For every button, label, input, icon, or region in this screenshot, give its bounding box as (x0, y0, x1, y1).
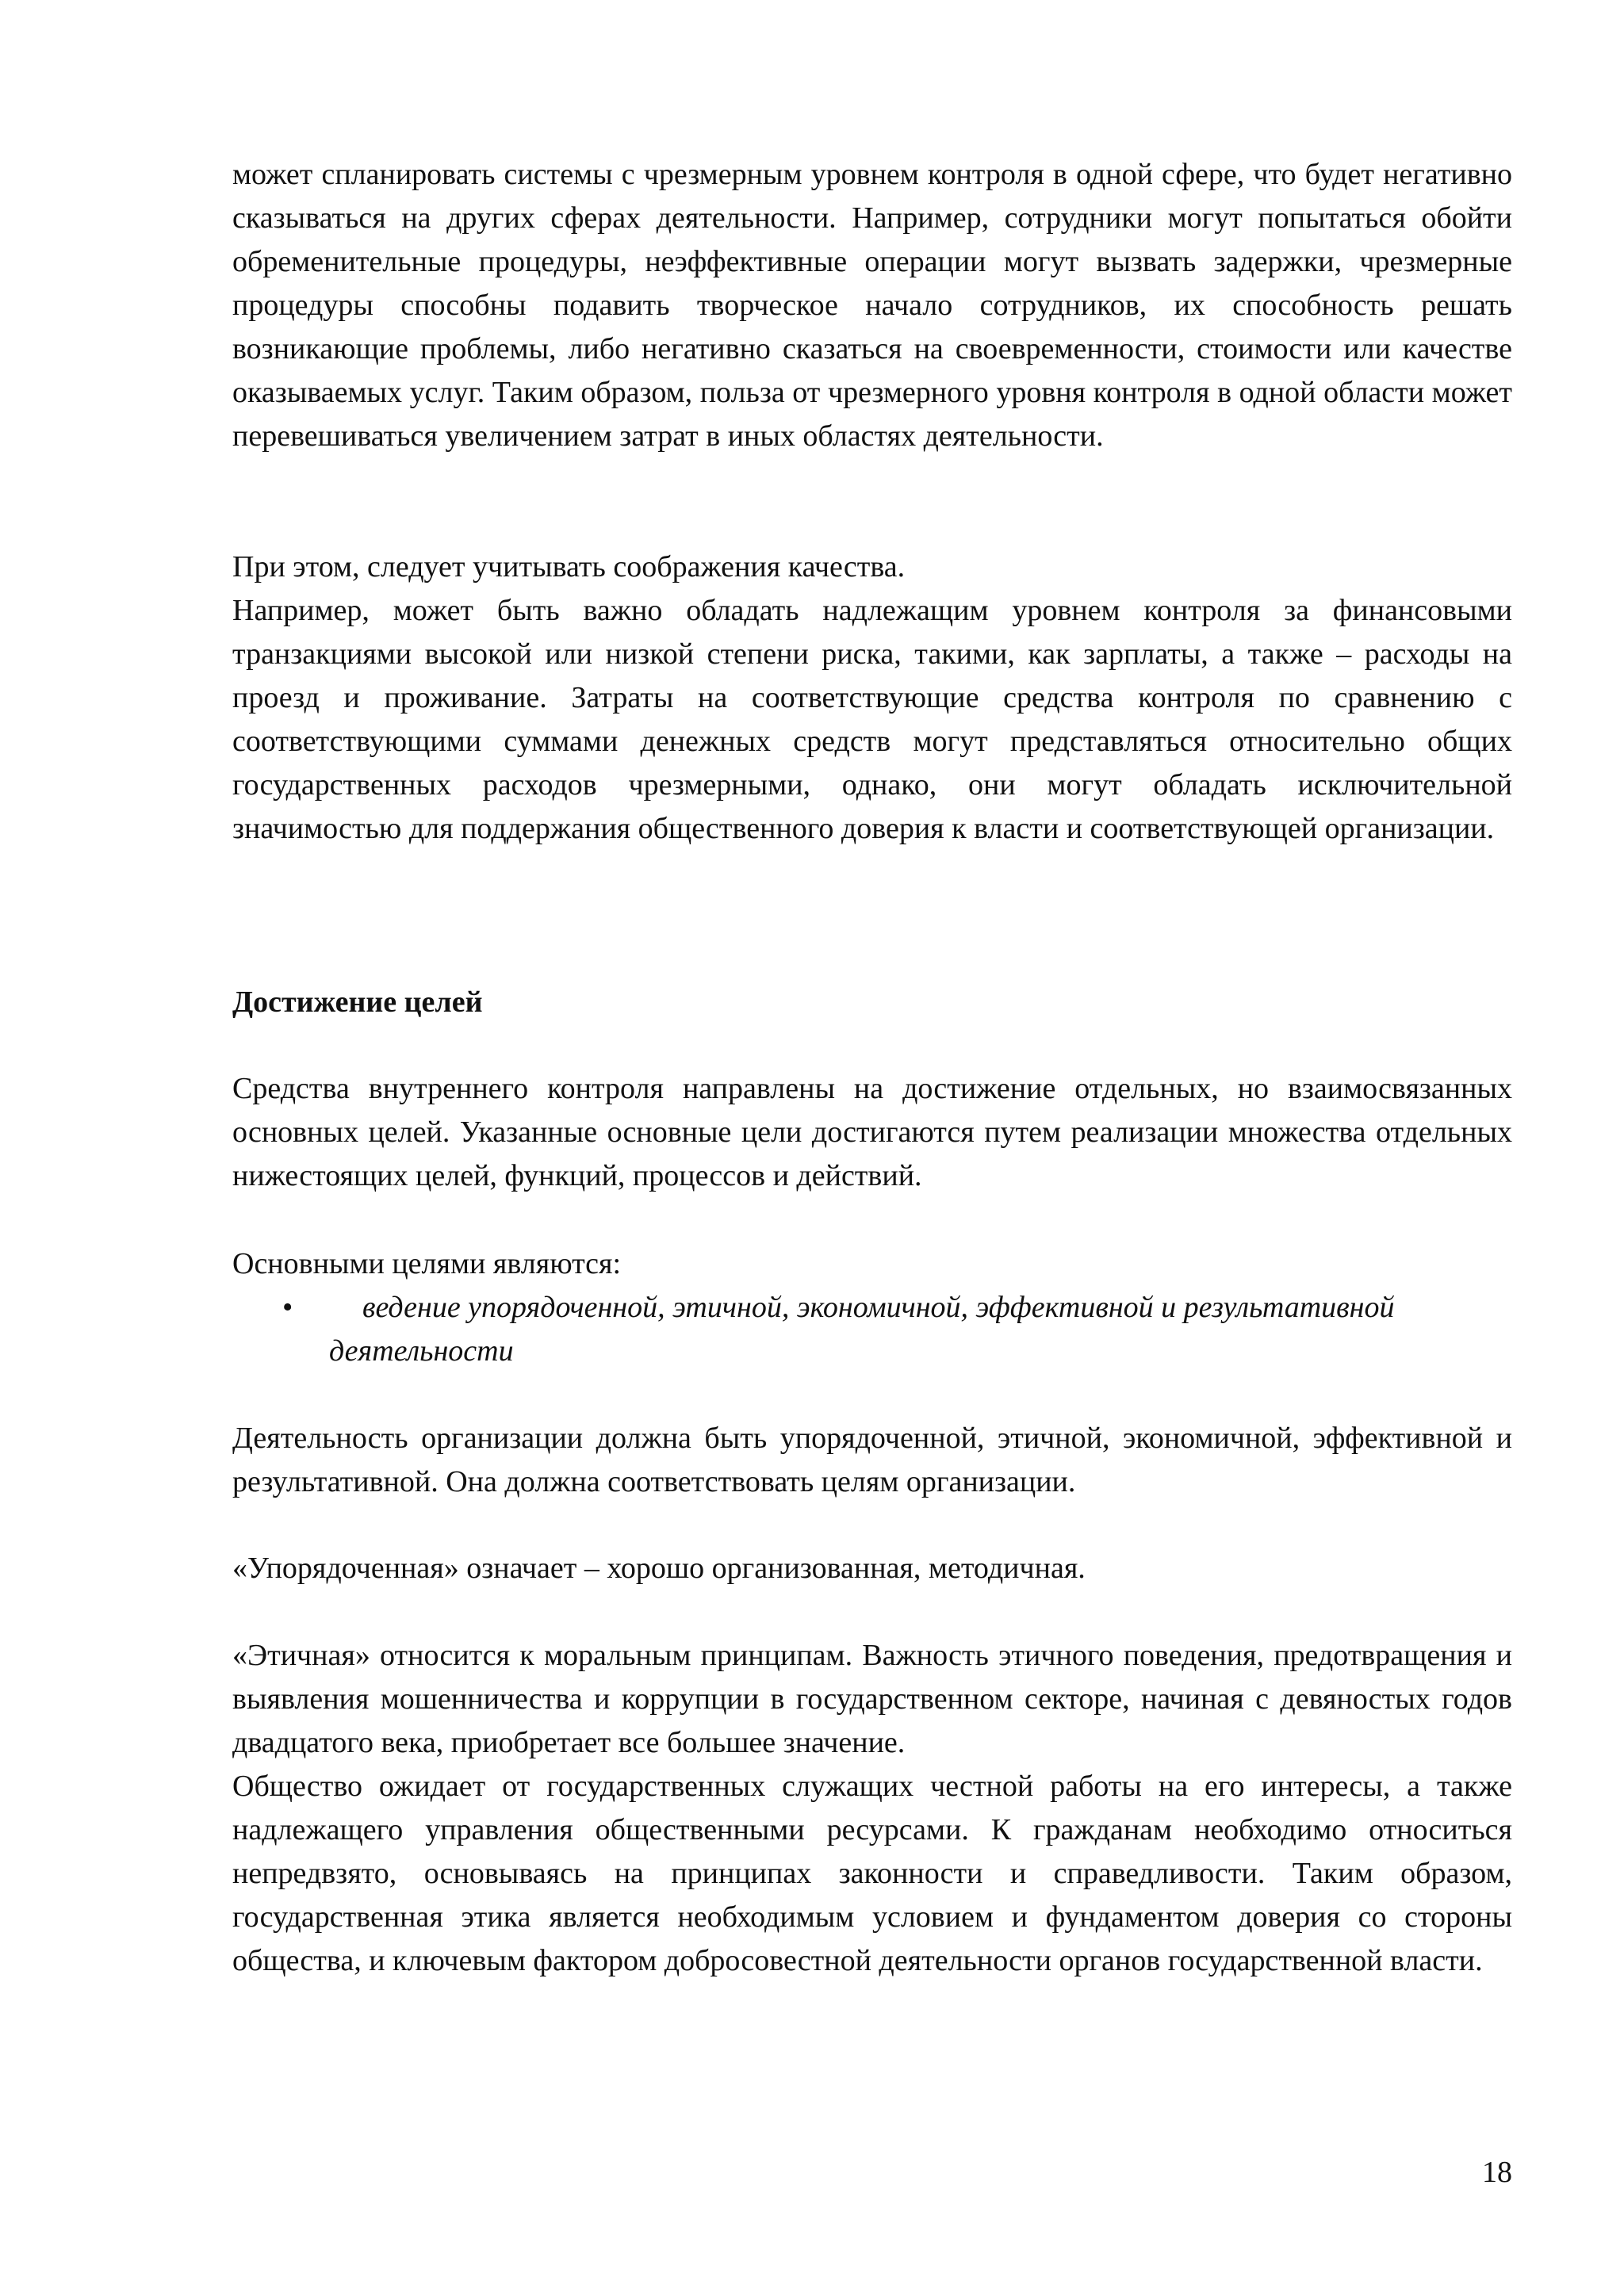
paragraph-ordered-definition: «Упорядоченная» означает – хорошо организованная, методичная. (232, 1552, 1086, 1585)
page-number: 18 (1482, 2156, 1512, 2189)
paragraph-financial-transactions: Например, может быть важно обладать надлежащим уровнем контроля за финансовыми транзакциями высокой или низкой степени риска, такими, как зарплаты, а также – расходы на проезд и проживание. Затраты на соответствующие средства контроля по сравнению с соответствующими суммами денежных средств могут представляться относительно общих государственных расходов чрезмерными, однако, они могут обладать исключительной значимостью для поддержания общественного доверия к власти и соответствующей организации. (232, 594, 1512, 845)
bullet-icon: • (282, 1291, 293, 1324)
paragraph-ethical-definition: «Этичная» относится к моральным принципам. Важность этичного поведения, предотвращения и выявления мошенничества и коррупции в государственном секторе, начиная с девяностых годов двадцатого века, приобретает все большее значение. (232, 1639, 1512, 1759)
paragraph-public-expectations: Общество ожидает от государственных служащих честной работы на его интересы, а также надлежащего управления общественными ресурсами. К гражданам необходимо относиться непредвзято, основываясь на принципах законности и справедливости. Таким образом, государственная этика является необходимым условием и фундаментом доверия со стороны общества, и ключевым фактором добросовестной деятельности органов государственной власти. (232, 1770, 1512, 1977)
paragraph-organization-activity: Деятельность организации должна быть упорядоченной, этичной, экономичной, эффективной и результативной. Она должна соответствовать целям организации. (232, 1422, 1512, 1498)
paragraph-excessive-control: может спланировать системы с чрезмерным уровнем контроля в одной сфере, что будет негативно сказываться на других сферах деятельности. Например, сотрудники могут попытаться обойти обременительные процедуры, неэффективные операции могут вызвать задержки, чрезмерные процедуры способны подавить творческое начало сотрудников, их способность решать возникающие проблемы, либо негативно сказаться на своевременности, стоимости или качестве оказываемых услуг. Таким образом, польза от чрезмерного уровня контроля в одной области может перевешиваться увеличением затрат в иных областях деятельности. (232, 158, 1512, 453)
paragraph-quality-considerations: При этом, следует учитывать соображения качества. (232, 550, 906, 584)
paragraph-internal-control-goals: Средства внутреннего контроля направлены на достижение отдельных, но взаимосвязанных основных целей. Указанные основные цели достигаются путем реализации множества отдельных нижестоящих целей, функций, процессов и действий. (232, 1072, 1512, 1192)
paragraph-main-goals-intro: Основными целями являются: (232, 1247, 622, 1280)
bullet-text: ведение упорядоченной, этичной, экономичной, эффективной и результативной деятельности (329, 1291, 1395, 1368)
bullet-list-item (232, 1286, 1512, 1373)
section-heading: Достижение целей (232, 985, 483, 1019)
